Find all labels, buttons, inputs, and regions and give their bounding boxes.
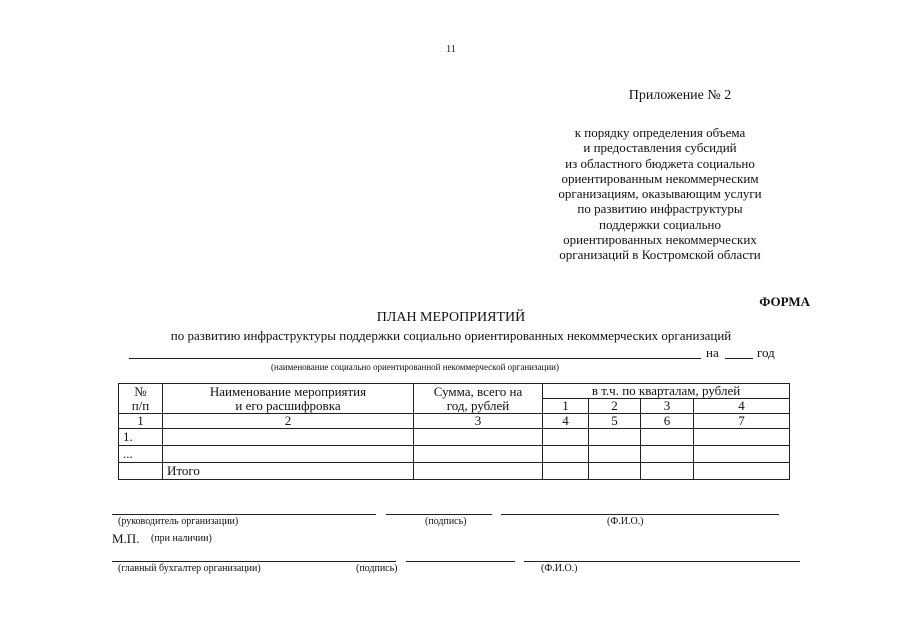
row-q3-cell[interactable] xyxy=(641,429,694,446)
head-caption: (руководитель организации) xyxy=(118,516,239,527)
appendix-title: Приложение № 2 xyxy=(628,88,732,103)
fio1-line[interactable] xyxy=(501,514,779,515)
row-sum-cell[interactable] xyxy=(414,446,543,463)
column-number: 5 xyxy=(589,414,641,429)
row-q1-cell[interactable] xyxy=(543,429,589,446)
organization-name-line[interactable] xyxy=(129,358,701,359)
row-num: ... xyxy=(119,446,163,463)
mp-label: М.П. xyxy=(112,531,140,546)
table-row xyxy=(119,429,790,446)
header-name: Наименование мероприятия и его расшифровка xyxy=(163,384,414,414)
column-number: 4 xyxy=(543,414,589,429)
row-q3-cell[interactable] xyxy=(641,463,694,480)
column-number: 7 xyxy=(694,414,790,429)
organization-name-caption: (наименование социально ориентированной некоммерческой организации) xyxy=(271,362,559,372)
row-q2-cell[interactable] xyxy=(589,446,641,463)
row-q1-cell[interactable] xyxy=(543,446,589,463)
appendix-line: ориентированных некоммерческих xyxy=(563,232,757,248)
mp-note: (при наличии) xyxy=(151,533,212,544)
column-number: 1 xyxy=(119,414,163,429)
row-name-cell[interactable] xyxy=(163,446,414,463)
header-quarter-1: 1 xyxy=(543,399,589,414)
row-name-cell: Итого xyxy=(163,463,414,480)
row-q2-cell[interactable] xyxy=(589,429,641,446)
fio2-caption: (Ф.И.О.) xyxy=(541,563,578,574)
accountant-signature-line[interactable] xyxy=(112,561,396,562)
fio2-line[interactable] xyxy=(524,561,800,562)
header-num: № п/п xyxy=(119,384,163,414)
column-number: 2 xyxy=(163,414,414,429)
page-number: 11 xyxy=(446,44,456,55)
appendix-line: и предоставления субсидий xyxy=(583,140,737,156)
row-q4-cell[interactable] xyxy=(694,463,790,480)
accountant-caption: (главный бухгалтер организации) xyxy=(118,563,261,574)
na-label: на xyxy=(706,345,719,360)
row-q2-cell[interactable] xyxy=(589,463,641,480)
row-q4-cell[interactable] xyxy=(694,446,790,463)
plan-table xyxy=(118,383,790,480)
header-quarter-2: 2 xyxy=(589,399,641,414)
head-signature-line[interactable] xyxy=(112,514,376,515)
appendix-line: организациям, оказывающим услуги xyxy=(558,186,762,202)
appendix-line: поддержки социально xyxy=(598,216,722,232)
appendix-line: организаций в Костромской области xyxy=(559,247,761,263)
row-num xyxy=(119,463,163,480)
table-row xyxy=(119,446,790,463)
column-number: 3 xyxy=(414,414,543,429)
appendix-line: по развитию инфраструктуры xyxy=(577,201,743,217)
fio1-caption: (Ф.И.О.) xyxy=(607,516,644,527)
year-line[interactable] xyxy=(725,358,753,359)
header-quarter-4: 4 xyxy=(694,399,790,414)
header-quarter-3: 3 xyxy=(641,399,694,414)
plan-title: ПЛАН МЕРОПРИЯТИЙ xyxy=(376,310,526,325)
appendix-line: из областного бюджета социально xyxy=(565,155,755,171)
form-label: ФОРМА xyxy=(759,294,810,309)
row-num: 1. xyxy=(119,429,163,446)
column-number: 6 xyxy=(641,414,694,429)
signature1-line[interactable] xyxy=(386,514,492,515)
signature1-caption: (подпись) xyxy=(425,516,467,527)
header-quarters: в т.ч. по кварталам, рублей xyxy=(543,384,790,399)
appendix-description xyxy=(540,125,780,263)
row-sum-cell[interactable] xyxy=(414,429,543,446)
table-row-total xyxy=(119,463,790,480)
appendix-line: к порядку определения объема xyxy=(574,125,746,140)
signature2-line[interactable] xyxy=(406,561,515,562)
row-q3-cell[interactable] xyxy=(641,446,694,463)
row-sum-cell[interactable] xyxy=(414,463,543,480)
signature2-caption: (подпись) xyxy=(356,563,398,574)
row-name-cell[interactable] xyxy=(163,429,414,446)
appendix-line: ориентированным некоммерческим xyxy=(561,170,759,186)
header-sum: Сумма, всего на год, рублей xyxy=(414,384,543,414)
year-label: год xyxy=(757,345,775,360)
plan-subtitle: по развитию инфраструктуры поддержки социально ориентированных некоммерческих организаций xyxy=(170,328,732,343)
row-q4-cell[interactable] xyxy=(694,429,790,446)
row-q1-cell[interactable] xyxy=(543,463,589,480)
